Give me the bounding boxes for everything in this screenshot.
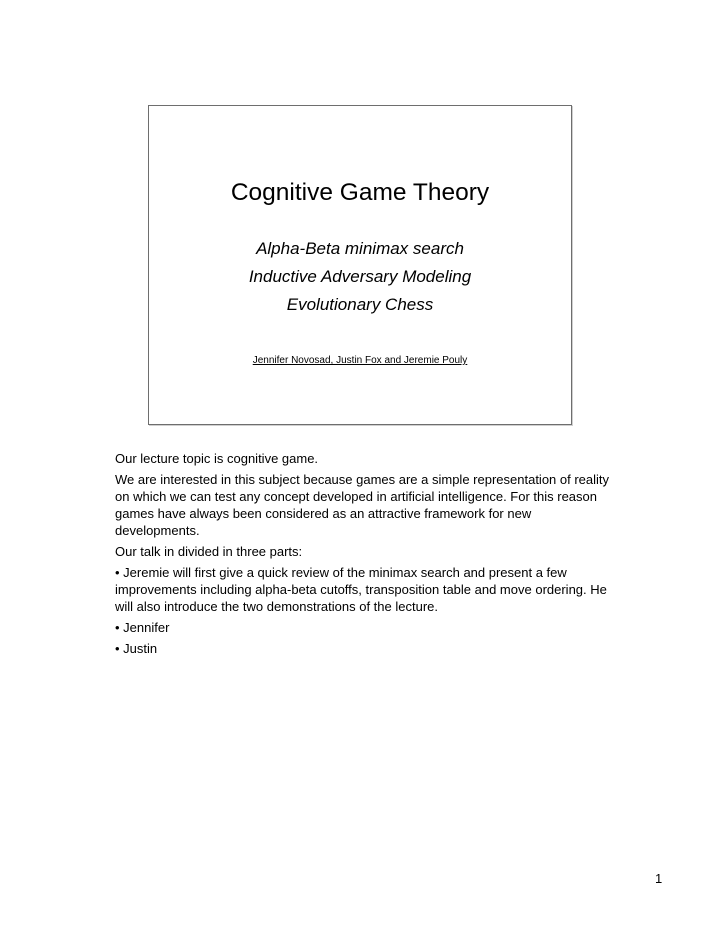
slide-authors: Jennifer Novosad, Justin Fox and Jeremie Pouly xyxy=(252,355,468,366)
speaker-notes xyxy=(115,450,615,661)
notes-bullet: • Jeremie will first give a quick review of the minimax search and present a few improvements including alpha-beta cutoffs, transposition table and move ordering. He will also introduce the two demonstrations of the lecture. xyxy=(115,565,607,614)
slide-subtitle-line: Alpha-Beta minimax search xyxy=(256,239,464,258)
slide-subtitle-line: Inductive Adversary Modeling xyxy=(248,267,472,286)
slide-title: Cognitive Game Theory xyxy=(230,179,490,206)
notes-paragraph: Our lecture topic is cognitive game. xyxy=(115,451,319,466)
notes-bullet: • Justin xyxy=(115,641,158,656)
slide-subtitle-line: Evolutionary Chess xyxy=(286,295,434,314)
slide-thumbnail xyxy=(148,105,572,425)
notes-paragraph: Our talk in divided in three parts: xyxy=(115,544,303,559)
page-number: 1 xyxy=(655,871,663,886)
notes-bullet: • Jennifer xyxy=(115,620,170,635)
slide-subtitle-list xyxy=(149,235,571,319)
notes-paragraph: We are interested in this subject because games are a simple representation of reality on which we can test any concept developed in artificial intelligence. For this reason games have always been considered as an attractive framework for new developments. xyxy=(115,472,610,538)
